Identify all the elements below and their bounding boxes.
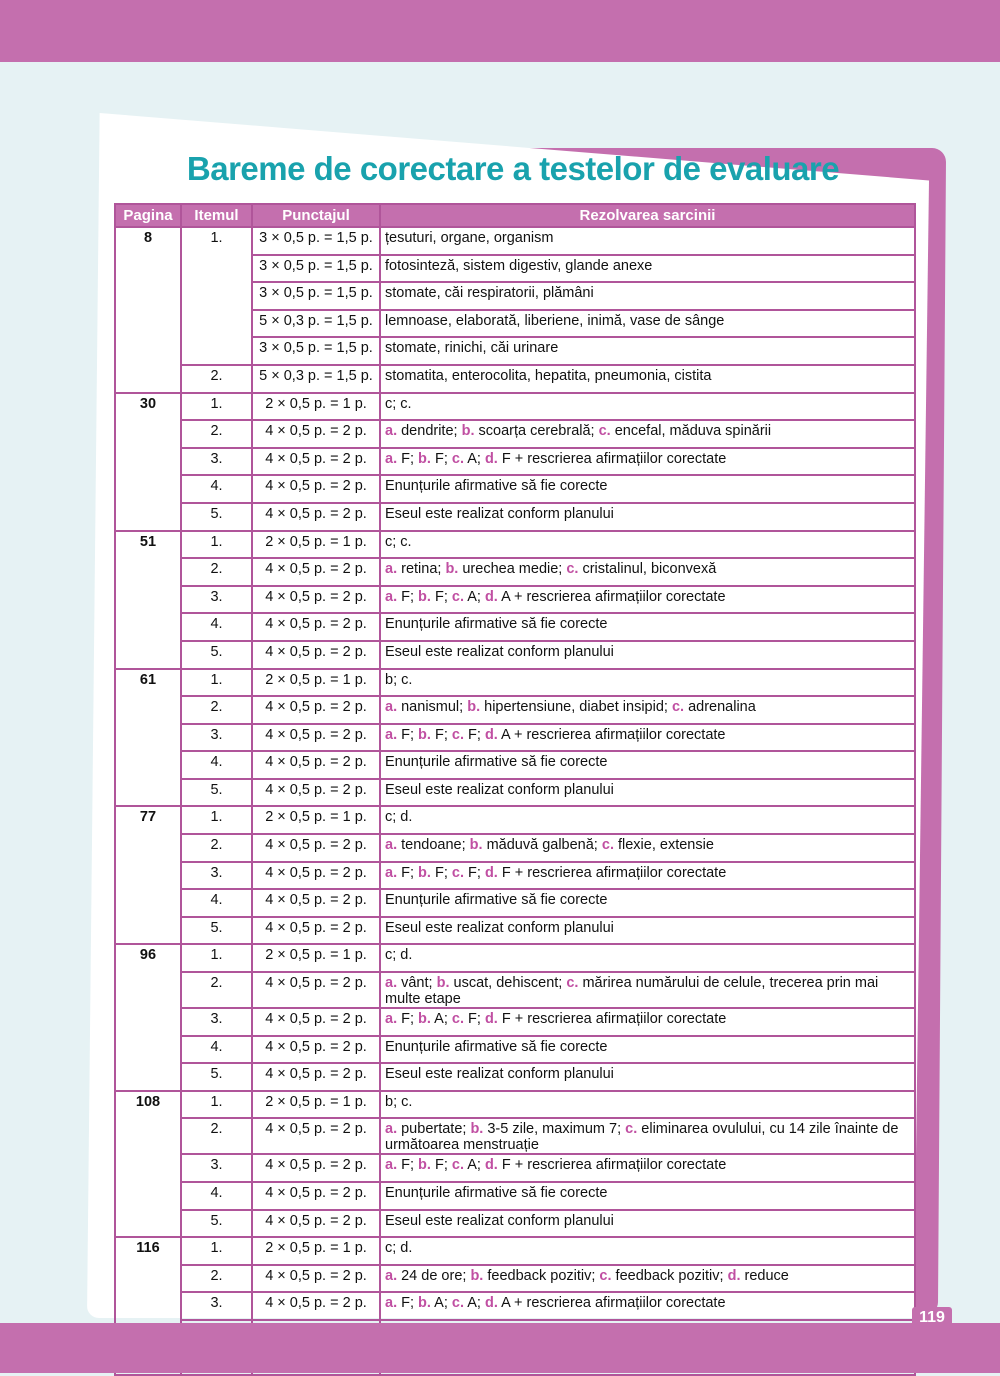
answer-text: F;: [430, 450, 452, 467]
answer-text: pubertate;: [397, 1121, 471, 1138]
item-cell: 5.: [181, 779, 252, 807]
solution-cell: [380, 641, 915, 669]
item-cell: 3.: [181, 1154, 252, 1182]
answer-label: a.: [385, 450, 398, 467]
solution-cell: [380, 834, 915, 862]
score-cell: 4 × 0,5 p. = 2 p.: [252, 1036, 380, 1064]
answer-label: d.: [484, 588, 498, 605]
header-punctajul: Punctajul: [252, 204, 380, 227]
answer-text: A + rescrierea afirmațiilor corectate: [497, 1295, 726, 1312]
score-cell: 2 × 0,5 p. = 1 p.: [252, 1237, 380, 1265]
top-band: [0, 0, 1000, 62]
table-row: [115, 1008, 915, 1036]
answer-text: F;: [397, 450, 419, 467]
answer-text: F;: [464, 1011, 485, 1028]
answer-label: a.: [385, 1267, 398, 1284]
score-cell: 5 × 0,3 p. = 1,5 p.: [252, 365, 380, 393]
item-cell: 1.: [181, 1237, 252, 1265]
item-cell: 5.: [181, 503, 252, 531]
answer-text: stomatita, enterocolita, hepatita, pneumonia, cistita: [385, 367, 712, 384]
answer-label: b.: [436, 975, 450, 992]
answer-text: c; c.: [385, 395, 412, 412]
item-cell: 3.: [181, 1292, 252, 1320]
item-cell: 1.: [181, 944, 252, 972]
solution-cell: [380, 310, 915, 338]
answer-label: a.: [385, 726, 398, 743]
answer-text: A;: [430, 1295, 452, 1312]
solution-cell: [380, 1063, 915, 1091]
table-row: [115, 1118, 915, 1154]
item-cell: 1.: [181, 227, 252, 365]
table-row: [115, 724, 915, 752]
answer-label: c.: [451, 1011, 464, 1028]
table-body: [115, 227, 915, 1375]
answer-text: F;: [397, 588, 419, 605]
score-cell: 2 × 0,5 p. = 1 p.: [252, 669, 380, 697]
answer-text: F;: [430, 1157, 452, 1174]
answer-label: b.: [467, 699, 481, 716]
answer-label: d.: [484, 1011, 498, 1028]
answer-text: stomate, rinichi, căi urinare: [385, 340, 559, 357]
solution-cell: [380, 889, 915, 917]
table-row: [115, 227, 915, 255]
answer-label: b.: [470, 1267, 484, 1284]
item-cell: 4.: [181, 1182, 252, 1210]
answer-text: 3-5 zile, maximum 7;: [483, 1121, 626, 1138]
answer-label: c.: [566, 561, 579, 578]
answer-text: flexie, extensie: [613, 837, 714, 854]
item-cell: 3.: [181, 448, 252, 476]
score-cell: 4 × 0,5 p. = 2 p.: [252, 889, 380, 917]
score-cell: 3 × 0,5 p. = 1,5 p.: [252, 337, 380, 365]
answer-text: F;: [397, 726, 419, 743]
score-cell: 4 × 0,5 p. = 2 p.: [252, 1265, 380, 1293]
answer-label: b.: [445, 561, 459, 578]
answer-label: c.: [671, 699, 685, 716]
answer-label: a.: [385, 699, 398, 716]
solution-cell: [380, 944, 915, 972]
page-cell: 51: [115, 531, 181, 669]
solution-cell: [380, 448, 915, 476]
item-cell: 4.: [181, 475, 252, 503]
solution-cell: [380, 751, 915, 779]
answer-text: Enunțurile afirmative să fie corecte: [385, 478, 608, 495]
table-row: [115, 1265, 915, 1293]
item-cell: 4.: [181, 751, 252, 779]
answer-text: A + rescrierea afirmațiilor corectate: [497, 588, 726, 605]
solution-cell: [380, 1154, 915, 1182]
answer-text: nanismul;: [397, 699, 468, 716]
answer-text: retina;: [397, 561, 446, 578]
score-cell: 3 × 0,5 p. = 1,5 p.: [252, 255, 380, 283]
solution-cell: [380, 1237, 915, 1265]
table-row: [115, 917, 915, 945]
answer-text: fotosinteză, sistem digestiv, glande anexe: [385, 257, 653, 274]
table-row: [115, 1182, 915, 1210]
table-header-row: [115, 204, 915, 227]
page-cell: 30: [115, 393, 181, 531]
item-cell: 2.: [181, 420, 252, 448]
score-cell: 4 × 0,5 p. = 2 p.: [252, 751, 380, 779]
table-row: [115, 806, 915, 834]
answer-text: Eseul este realizat conform planului: [385, 1212, 614, 1229]
answer-text: c; d.: [385, 947, 413, 964]
answer-label: a.: [385, 864, 398, 881]
score-cell: 2 × 0,5 p. = 1 p.: [252, 1091, 380, 1119]
solution-cell: [380, 862, 915, 890]
answer-text: A;: [464, 1295, 485, 1312]
item-cell: 1.: [181, 393, 252, 421]
solution-cell: [380, 365, 915, 393]
score-cell: 4 × 0,5 p. = 2 p.: [252, 613, 380, 641]
answer-label: c.: [451, 588, 464, 605]
answer-text: F + rescrierea afirmațiilor corectate: [497, 1157, 727, 1174]
answer-text: uscat, dehiscent;: [449, 975, 567, 992]
answer-text: F;: [397, 1011, 419, 1028]
answer-text: Eseul este realizat conform planului: [385, 1066, 614, 1083]
page-title: Bareme de corectare a testelor de evaluare: [186, 150, 840, 187]
answer-label: c.: [451, 1157, 464, 1174]
table-row: [115, 613, 915, 641]
score-cell: 4 × 0,5 p. = 2 p.: [252, 1063, 380, 1091]
answer-text: A;: [463, 1157, 485, 1174]
answer-text: scoarța cerebrală;: [474, 423, 599, 440]
answer-label: d.: [484, 726, 498, 743]
answer-text: tendoane;: [397, 837, 470, 854]
answer-text: F;: [397, 1295, 419, 1312]
score-cell: 2 × 0,5 p. = 1 p.: [252, 806, 380, 834]
table-row: [115, 779, 915, 807]
solution-cell: [380, 503, 915, 531]
table-row: [115, 862, 915, 890]
answer-text: b; c.: [385, 1093, 413, 1110]
item-cell: 2.: [181, 696, 252, 724]
item-cell: 2.: [181, 558, 252, 586]
answer-text: Enunțurile afirmative să fie corecte: [385, 892, 608, 909]
answer-label: d.: [727, 1267, 741, 1284]
table-row: [115, 1292, 915, 1320]
table-row: [115, 972, 915, 1008]
answer-label: c.: [451, 726, 464, 743]
answer-text: adrenalina: [684, 699, 756, 716]
answer-label: d.: [484, 450, 498, 467]
answer-text: b; c.: [385, 671, 413, 688]
table-row: [115, 1154, 915, 1182]
answer-text: F;: [463, 726, 485, 743]
score-cell: 4 × 0,5 p. = 2 p.: [252, 917, 380, 945]
item-cell: 4.: [181, 1036, 252, 1064]
solution-cell: [380, 393, 915, 421]
answer-label: b.: [418, 1011, 431, 1028]
answer-text: A;: [463, 450, 485, 467]
page-number: 119: [912, 1307, 952, 1329]
item-cell: 5.: [181, 1063, 252, 1091]
answer-label: a.: [385, 561, 398, 578]
answer-text: mărirea numărului de celule, trecerea prin mai multe etape: [385, 975, 879, 1008]
item-cell: 1.: [181, 1091, 252, 1119]
answer-text: Enunțurile afirmative să fie corecte: [385, 1185, 608, 1201]
answer-label: a.: [385, 1295, 398, 1312]
table-row: [115, 1036, 915, 1064]
score-cell: 4 × 0,5 p. = 2 p.: [252, 641, 380, 669]
answer-text: feedback pozitiv;: [611, 1267, 728, 1284]
score-cell: 4 × 0,5 p. = 2 p.: [252, 1292, 380, 1320]
item-cell: 2.: [181, 365, 252, 393]
solution-cell: [380, 806, 915, 834]
solution-cell: [380, 1182, 915, 1210]
score-cell: 4 × 0,5 p. = 2 p.: [252, 834, 380, 862]
answer-text: A + rescrierea afirmațiilor corectate: [497, 726, 726, 743]
answer-label: a.: [385, 837, 398, 854]
score-cell: 4 × 0,5 p. = 2 p.: [252, 503, 380, 531]
solution-cell: [380, 917, 915, 945]
score-cell: 2 × 0,5 p. = 1 p.: [252, 393, 380, 421]
answer-text: F;: [463, 864, 485, 881]
score-cell: 4 × 0,5 p. = 2 p.: [252, 475, 380, 503]
solution-cell: [380, 696, 915, 724]
score-cell: 3 × 0,5 p. = 1,5 p.: [252, 227, 380, 255]
answer-text: cristalinul, biconvexă: [578, 561, 717, 578]
answer-label: a.: [385, 588, 398, 605]
score-cell: 4 × 0,5 p. = 2 p.: [252, 1182, 380, 1210]
answer-label: b.: [470, 1121, 484, 1138]
item-cell: 1.: [181, 806, 252, 834]
table-row: [115, 586, 915, 614]
answer-text: reduce: [740, 1267, 789, 1284]
answer-text: dendrite;: [397, 423, 462, 440]
answer-text: Eseul este realizat conform planului: [385, 505, 614, 522]
answer-label: a.: [385, 1121, 398, 1138]
item-cell: 2.: [181, 834, 252, 862]
table-row: [115, 365, 915, 393]
table-row: [115, 696, 915, 724]
table-row: [115, 503, 915, 531]
answer-label: b.: [418, 1295, 431, 1312]
score-cell: 4 × 0,5 p. = 2 p.: [252, 420, 380, 448]
header-itemul: Itemul: [181, 204, 252, 227]
solution-cell: [380, 1292, 915, 1320]
solution-cell: [380, 1091, 915, 1119]
answer-text: țesuturi, organe, organism: [385, 230, 554, 246]
table-row: [115, 558, 915, 586]
score-cell: 4 × 0,5 p. = 2 p.: [252, 862, 380, 890]
table-row: [115, 751, 915, 779]
table-row: [115, 1237, 915, 1265]
answer-label: c.: [625, 1121, 638, 1138]
page-cell: 96: [115, 944, 181, 1090]
score-cell: 2 × 0,5 p. = 1 p.: [252, 944, 380, 972]
table-row: [115, 393, 915, 421]
answer-text: Eseul este realizat conform planului: [385, 919, 614, 936]
solution-cell: [380, 337, 915, 365]
table-row: [115, 531, 915, 559]
answer-label: b.: [418, 588, 431, 605]
answer-label: b.: [418, 864, 431, 881]
grading-table: [114, 203, 916, 1376]
solution-cell: [380, 779, 915, 807]
answer-label: c.: [451, 1295, 464, 1312]
solution-cell: [380, 972, 915, 1008]
page-cell: 108: [115, 1091, 181, 1237]
answer-text: Enunțurile afirmative să fie corecte: [385, 616, 608, 633]
table-row: [115, 1063, 915, 1091]
answer-label: c.: [599, 1267, 612, 1284]
answer-text: c; c.: [385, 533, 412, 550]
answer-text: c; d.: [385, 809, 413, 826]
answer-label: b.: [461, 423, 475, 440]
solution-cell: [380, 1036, 915, 1064]
solution-cell: [380, 613, 915, 641]
score-cell: 4 × 0,5 p. = 2 p.: [252, 724, 380, 752]
solution-cell: [380, 227, 915, 255]
answer-text: hipertensiune, diabet insipid;: [480, 699, 672, 716]
answer-text: c; d.: [385, 1240, 413, 1257]
answer-text: F;: [430, 864, 452, 881]
answer-text: A;: [463, 588, 485, 605]
item-cell: 3.: [181, 1008, 252, 1036]
answer-text: F + rescrierea afirmațiilor corectate: [497, 1011, 727, 1028]
answer-text: A;: [430, 1011, 452, 1028]
page-cell: 116: [115, 1237, 181, 1375]
page-cell: 77: [115, 806, 181, 944]
answer-text: măduvă galbenă;: [482, 837, 602, 854]
score-cell: 3 × 0,5 p. = 1,5 p.: [252, 282, 380, 310]
answer-text: F + rescrierea afirmațiilor corectate: [497, 864, 727, 881]
answer-text: 24 de ore;: [397, 1267, 471, 1284]
answer-text: Eseul este realizat conform planului: [385, 643, 614, 660]
answer-text: stomate, căi respiratorii, plămâni: [385, 285, 594, 302]
answer-text: feedback pozitiv;: [483, 1267, 600, 1284]
answer-label: b.: [418, 1157, 431, 1174]
score-cell: 4 × 0,5 p. = 2 p.: [252, 696, 380, 724]
item-cell: 5.: [181, 917, 252, 945]
header-rezolvarea: Rezolvarea sarcinii: [380, 204, 915, 227]
score-cell: 4 × 0,5 p. = 2 p.: [252, 586, 380, 614]
score-cell: 4 × 0,5 p. = 2 p.: [252, 1118, 380, 1154]
solution-cell: [380, 420, 915, 448]
answer-text: encefal, măduva spinării: [610, 423, 772, 440]
answer-text: Enunțurile afirmative să fie corecte: [385, 1038, 608, 1055]
item-cell: 2.: [181, 972, 252, 1008]
answer-text: Enunțurile afirmative să fie corecte: [385, 754, 608, 771]
table-row: [115, 420, 915, 448]
answer-text: F;: [430, 588, 452, 605]
item-cell: 4.: [181, 613, 252, 641]
solution-cell: [380, 724, 915, 752]
answer-label: a.: [385, 975, 398, 992]
page-cell: 8: [115, 227, 181, 393]
solution-cell: [380, 282, 915, 310]
answer-label: a.: [385, 423, 398, 440]
solution-cell: [380, 1265, 915, 1293]
answer-text: Eseul este realizat conform planului: [385, 781, 614, 798]
table-row: [115, 641, 915, 669]
solution-cell: [380, 531, 915, 559]
item-cell: 3.: [181, 586, 252, 614]
answer-label: c.: [451, 864, 464, 881]
solution-cell: [380, 558, 915, 586]
answer-label: d.: [484, 1295, 498, 1312]
item-cell: 4.: [181, 889, 252, 917]
score-cell: 4 × 0,5 p. = 2 p.: [252, 1210, 380, 1238]
item-cell: 2.: [181, 1265, 252, 1293]
solution-cell: [380, 669, 915, 697]
answer-label: a.: [385, 1157, 398, 1174]
score-cell: 5 × 0,3 p. = 1,5 p.: [252, 310, 380, 338]
solution-cell: [380, 1210, 915, 1238]
solution-cell: [380, 475, 915, 503]
bottom-band: [0, 1323, 1000, 1373]
score-cell: 4 × 0,5 p. = 2 p.: [252, 779, 380, 807]
answer-label: d.: [484, 1157, 498, 1174]
page-cell: 61: [115, 669, 181, 807]
table-row: [115, 1210, 915, 1238]
answer-text: lemnoase, elaborată, liberiene, inimă, vase de sânge: [385, 312, 725, 329]
item-cell: 3.: [181, 862, 252, 890]
answer-label: c.: [451, 450, 464, 467]
answer-label: b.: [418, 726, 431, 743]
table-row: [115, 448, 915, 476]
item-cell: 5.: [181, 1210, 252, 1238]
answer-label: d.: [484, 864, 498, 881]
item-cell: 3.: [181, 724, 252, 752]
answer-label: a.: [385, 1011, 398, 1028]
solution-cell: [380, 586, 915, 614]
answer-text: F + rescrierea afirmațiilor corectate: [497, 450, 727, 467]
solution-cell: [380, 1118, 915, 1154]
answer-label: c.: [598, 423, 611, 440]
table-row: [115, 944, 915, 972]
header-pagina: Pagina: [115, 204, 181, 227]
table-row: [115, 889, 915, 917]
table-row: [115, 834, 915, 862]
answer-label: c.: [601, 837, 614, 854]
answer-label: b.: [469, 837, 483, 854]
item-cell: 1.: [181, 531, 252, 559]
answer-text: F;: [397, 864, 419, 881]
score-cell: 4 × 0,5 p. = 2 p.: [252, 448, 380, 476]
answer-text: F;: [430, 726, 452, 743]
table-row: [115, 475, 915, 503]
score-cell: 4 × 0,5 p. = 2 p.: [252, 1154, 380, 1182]
answer-text: vânt;: [397, 975, 437, 992]
item-cell: 1.: [181, 669, 252, 697]
score-cell: 4 × 0,5 p. = 2 p.: [252, 1008, 380, 1036]
score-cell: 4 × 0,5 p. = 2 p.: [252, 558, 380, 586]
answer-text: F;: [397, 1157, 419, 1174]
score-cell: 4 × 0,5 p. = 2 p.: [252, 972, 380, 1008]
solution-cell: [380, 1008, 915, 1036]
item-cell: 5.: [181, 641, 252, 669]
answer-text: eliminarea ovulului, cu 14 zile înainte de următoarea menstruație: [385, 1121, 899, 1154]
answer-text: urechea medie;: [458, 561, 567, 578]
table-row: [115, 669, 915, 697]
solution-cell: [380, 255, 915, 283]
score-cell: 2 × 0,5 p. = 1 p.: [252, 531, 380, 559]
answer-label: c.: [566, 975, 579, 992]
table-row: [115, 1091, 915, 1119]
answer-label: b.: [418, 450, 431, 467]
item-cell: 2.: [181, 1118, 252, 1154]
